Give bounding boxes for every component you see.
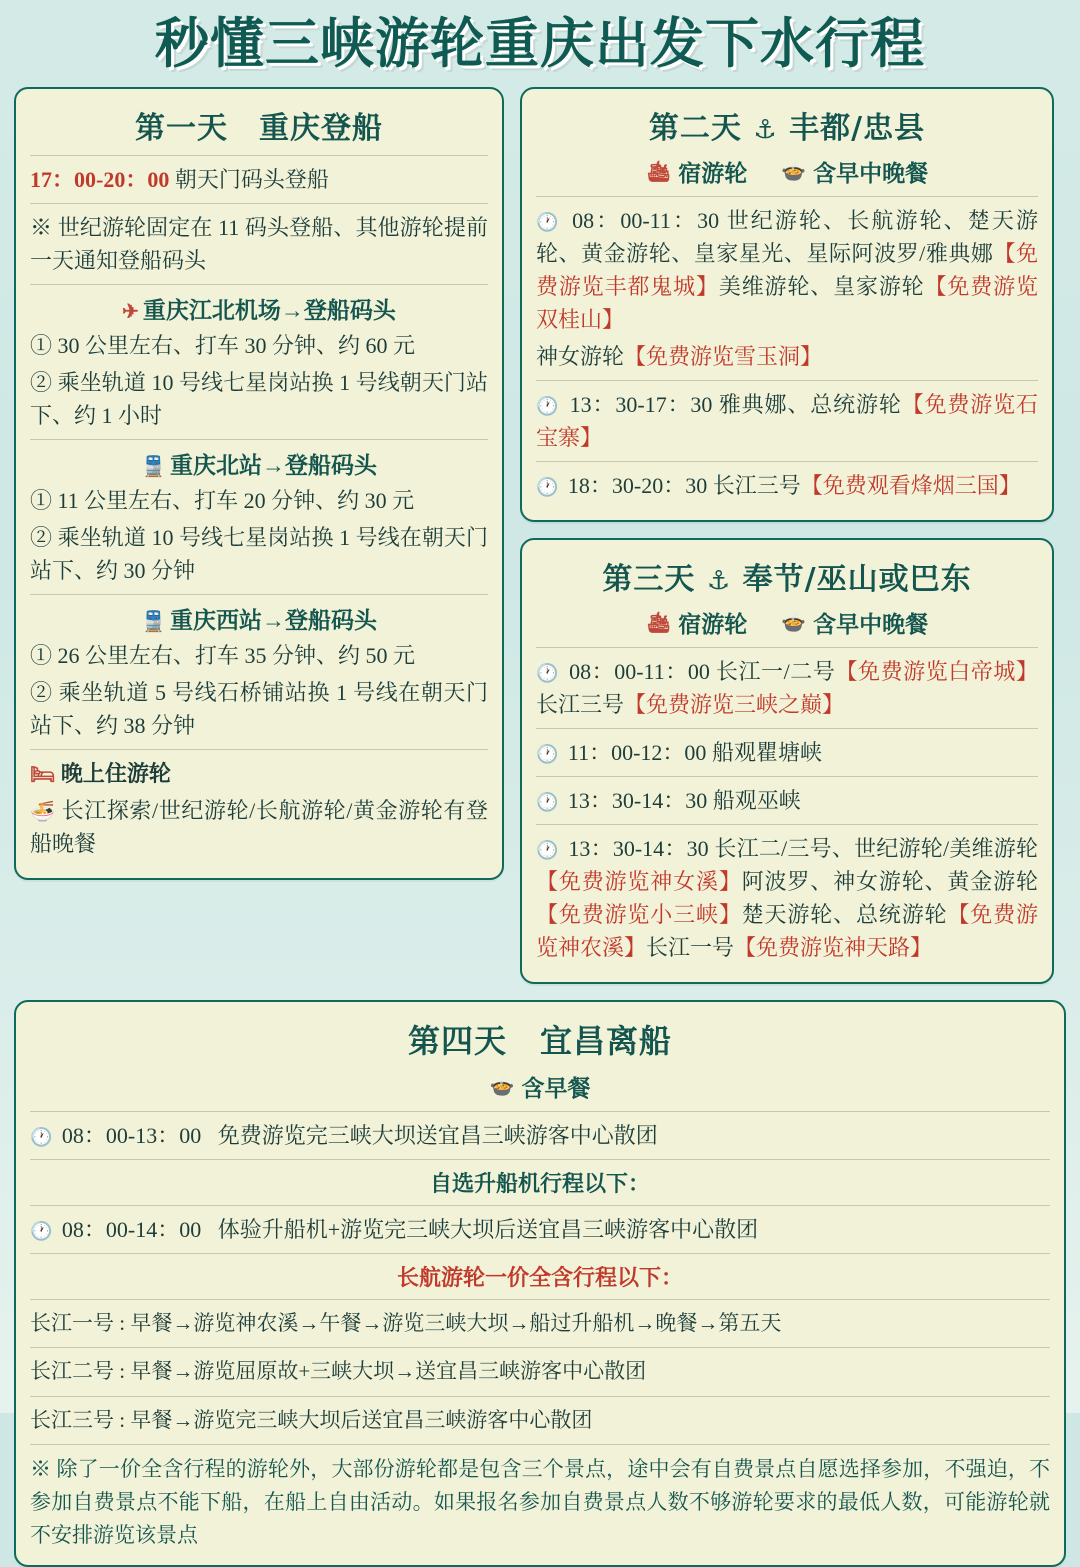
day2-row-3 [536, 388, 1038, 454]
divider [30, 1444, 1050, 1445]
row-highlight: 【免费游览小三峡】 [536, 901, 742, 927]
day1-north-item-1: ① 11 公里左右、打车 20 分钟、约 30 元 [30, 487, 415, 513]
row-text: 免费游览完三峡大坝送宜昌三峡游客中心散团 [217, 1122, 658, 1148]
row-time: 08：00-11：00 [569, 658, 710, 684]
row-text: 美维游轮、皇家游轮 [718, 273, 925, 299]
day1-section-head-north [30, 447, 488, 480]
clock-icon: 🕐 [536, 395, 560, 416]
row-highlight: 【免费游览白帝城】 [835, 658, 1038, 684]
day4-row-1 [30, 1119, 1050, 1152]
day4-badges [30, 1070, 1050, 1103]
row-time: 08：00-11：30 [572, 207, 720, 233]
divider [536, 728, 1038, 729]
day3-row-3 [536, 784, 1038, 817]
row-text: 船观瞿塘峡 [711, 739, 822, 765]
day4-package-1: 长江一号 : 早餐→游览神农溪→午餐→游览三峡大坝→船过升船机→晚餐→第五天 [30, 1310, 782, 1335]
divider [536, 647, 1038, 648]
row-highlight: 【免费游览神天路】 [734, 934, 933, 960]
row-time: 08：00-14：00 [61, 1216, 202, 1242]
row-text: 长江三号 [712, 472, 801, 498]
day3-heading-text: 第三天 [602, 561, 696, 597]
row-text: 船观巫峡 [712, 787, 801, 813]
day1-card [14, 87, 504, 880]
row-time: 13：30-14：30 [567, 787, 708, 813]
divider [30, 155, 488, 156]
status-badge-meals [490, 1070, 591, 1103]
row-highlight: 【免费游览石宝寨】 [536, 391, 1039, 450]
badge-label: 宿游轮 [678, 160, 748, 187]
day4-footnote: ※ 除了一价全含行程的游轮外，大部份游轮都是包含三个景点，途中会有自费景点自愿选择参加，不强迫，不参加自费景点不能下船，在船上自由活动。如果报名参加自费景点人数不够游轮要求的最低人数，可能游轮就不安排游览该景点 [30, 1457, 1050, 1547]
row-text: 世纪游轮、长航游轮、楚天游轮、黄金游轮、皇家星光、星际阿波罗/雅典娜 [536, 207, 1038, 266]
clock-icon: 🕐 [30, 1220, 53, 1241]
day3-heading [536, 554, 1038, 598]
day3-row-1 [536, 655, 1038, 721]
day4-heading: 第四天 宜昌离船 [407, 1021, 672, 1060]
day1-dinner [30, 794, 488, 860]
clock-icon: 🕐 [536, 743, 559, 764]
day3-row-2 [536, 736, 1038, 769]
day2-heading-text: 第二天 [648, 110, 742, 146]
day4-row-2 [30, 1213, 1050, 1246]
clock-icon: 🕐 [30, 1126, 53, 1147]
divider [30, 284, 488, 285]
day4-package-2: 长江二号 : 早餐→游览屈原故+三峡大坝→送宜昌三峡游客中心散团 [30, 1359, 647, 1384]
row-time: 13：30-14：30 [568, 835, 709, 861]
badge-label: 含早中晚餐 [813, 160, 929, 187]
divider [536, 380, 1038, 381]
day1-west-item-1: ① 26 公里左右、打车 35 分钟、约 50 元 [30, 642, 416, 668]
row-highlight: 【免费游览三峡之巅】 [624, 691, 845, 717]
row-time: 13：30-17：30 [569, 391, 713, 417]
day1-airport-item-2: ② 乘坐轨道 10 号线七星岗站换 1 号线朝天门站下、约 1 小时 [30, 369, 488, 428]
day1-section-head-west [30, 602, 488, 635]
stay-label: 晚上住游轮 [60, 760, 171, 786]
day1-north-item-2: ② 乘坐轨道 10 号线七星岗站换 1 号线在朝天门站下、约 30 分钟 [30, 524, 488, 583]
day4-allin-head: 长航游轮一价全含行程以下： [396, 1264, 683, 1290]
day2-heading-place: 丰都/忠县 [789, 110, 926, 146]
row-text: 长江一/二号 [715, 658, 836, 684]
day1-stay [30, 757, 488, 790]
status-badge-stay [646, 606, 747, 639]
content-columns [14, 87, 1066, 1000]
day1-boarding [30, 163, 488, 196]
day1-board-time: 17：00-20：00 [30, 166, 170, 192]
day1-note: ※ 世纪游轮固定在 11 码头登船、其他游轮提前一天通知登船码头 [30, 214, 488, 273]
row-text: 雅典娜、总统游轮 [718, 391, 902, 417]
row-text: 体验升船机+游览完三峡大坝后送宜昌三峡游客中心散团 [217, 1216, 759, 1242]
row-highlight: 【免费观看烽烟三国】 [800, 472, 1021, 498]
status-badge-meals [781, 606, 928, 639]
day3-card [520, 538, 1054, 984]
train-icon: 🚆 [141, 610, 166, 633]
row-highlight: 【免费游览丰都鬼城】 [536, 240, 1038, 299]
day4-card [14, 1000, 1066, 1567]
ship-icon: 🛳 [645, 610, 672, 635]
divider [30, 1396, 1050, 1397]
day2-card [520, 87, 1054, 522]
divider [536, 776, 1038, 777]
row-time: 08：00-13：00 [61, 1122, 202, 1148]
clock-icon: 🕐 [536, 839, 559, 860]
divider [30, 1347, 1050, 1348]
bed-icon: 🛏 [30, 763, 56, 786]
bowl-icon: 🍜 [30, 800, 56, 823]
clock-icon: 🕐 [536, 662, 559, 683]
day3-badges [536, 606, 1038, 639]
page-title: 秒懂三峡游轮重庆出发下水行程 [155, 12, 925, 75]
divider [30, 749, 488, 750]
anchor-icon: ⚓ [706, 565, 732, 596]
day2-badges [536, 155, 1038, 188]
row-text: 长江一号 [646, 934, 735, 960]
day2-row-4 [536, 469, 1038, 502]
section-label: 重庆北站→登船码头 [169, 452, 377, 478]
plane-icon: ✈ [122, 300, 139, 323]
bowl-icon: 🍲 [781, 610, 807, 635]
row-highlight: 【免费游览神女溪】 [536, 868, 742, 894]
divider [30, 594, 488, 595]
ship-icon: 🛳 [645, 159, 672, 184]
divider [30, 1253, 1050, 1254]
badge-label: 宿游轮 [678, 611, 748, 638]
clock-icon: 🕐 [536, 476, 559, 497]
row-text: 神女游轮 [536, 343, 625, 369]
day3-row-4 [536, 832, 1038, 964]
day1-airport-item-1: ① 30 公里左右、打车 30 分钟、约 60 元 [30, 332, 416, 358]
clock-icon: 🕐 [536, 211, 561, 232]
divider [536, 824, 1038, 825]
row-time: 18：30-20：30 [567, 472, 708, 498]
status-badge-meals [781, 155, 928, 188]
train-icon: 🚆 [141, 455, 166, 478]
dinner-label: 长江探索/世纪游轮/长航游轮/黄金游轮有登船晚餐 [30, 797, 489, 856]
right-column [520, 87, 1054, 1000]
divider [30, 439, 488, 440]
divider [30, 1205, 1050, 1206]
row-text: 长江二/三号、世纪游轮/美维游轮 [714, 835, 1039, 861]
divider [30, 1299, 1050, 1300]
row-highlight: 【免费游览神农溪】 [536, 901, 1038, 960]
badge-label: 含早餐 [521, 1075, 591, 1102]
status-badge-stay [646, 155, 747, 188]
day1-section-head-airport [30, 292, 488, 325]
day2-row-2 [536, 340, 1038, 373]
divider [536, 196, 1038, 197]
row-text: 阿波罗、神女游轮、黄金游轮 [741, 868, 1038, 894]
divider [30, 1159, 1050, 1160]
row-time: 11：00-12：00 [567, 739, 707, 765]
anchor-icon: ⚓ [753, 114, 778, 145]
day4-package-3: 长江三号 : 早餐→游览完三峡大坝后送宜昌三峡游客中心散团 [30, 1407, 593, 1432]
divider [536, 461, 1038, 462]
divider [30, 1111, 1050, 1112]
row-text: 楚天游轮、总统游轮 [741, 901, 948, 927]
day1-board-place: 朝天门码头登船 [174, 166, 329, 192]
clock-icon: 🕐 [536, 791, 559, 812]
badge-label: 含早中晚餐 [813, 611, 929, 638]
row-highlight: 【免费游览双桂山】 [536, 273, 1038, 332]
row-highlight: 【免费游览雪玉洞】 [624, 343, 823, 369]
divider [30, 203, 488, 204]
section-label: 重庆江北机场→登船码头 [142, 297, 396, 323]
day1-heading: 第一天 重庆登船 [135, 110, 383, 146]
row-text: 长江三号 [536, 691, 625, 717]
bowl-icon: 🍲 [489, 1074, 515, 1099]
day1-west-item-2: ② 乘坐轨道 5 号线石桥铺站换 1 号线在朝天门站下、约 38 分钟 [30, 679, 488, 738]
day4-optional-head: 自选升船机行程以下： [429, 1170, 650, 1196]
day2-heading [536, 103, 1038, 147]
bowl-icon: 🍲 [781, 159, 807, 184]
day3-heading-place: 奉节/巫山或巴东 [742, 561, 972, 597]
day2-row-1 [536, 204, 1038, 336]
left-column [14, 87, 504, 896]
section-label: 重庆西站→登船码头 [169, 607, 377, 633]
